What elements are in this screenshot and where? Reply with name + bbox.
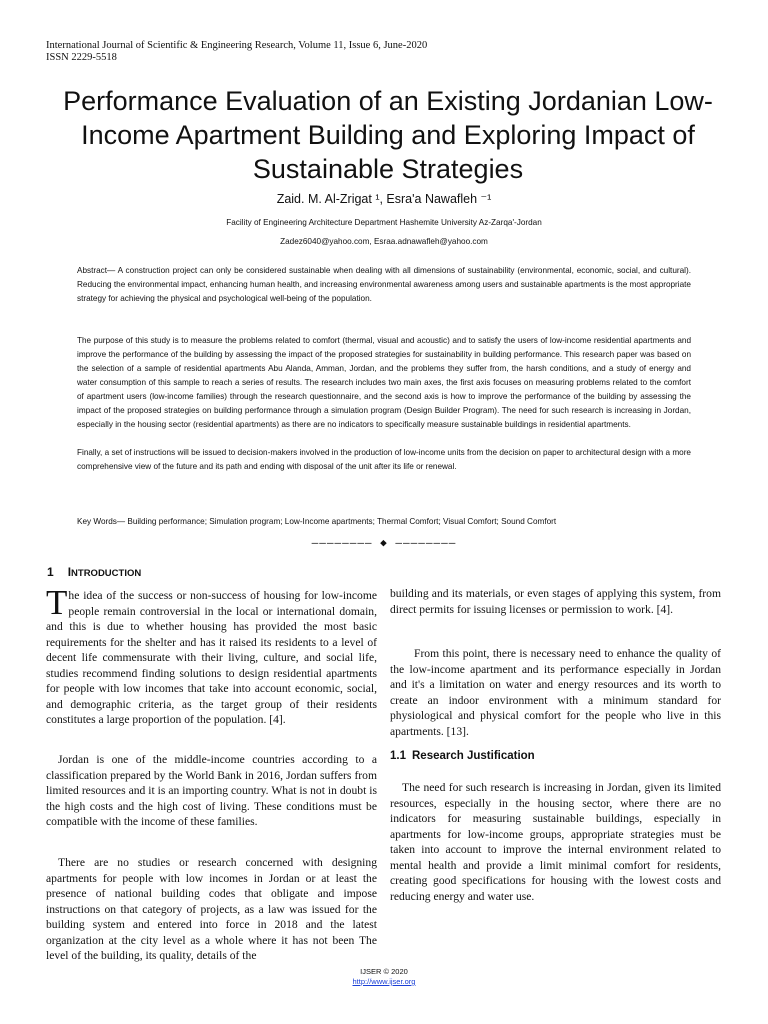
subsection-heading-research-justification (390, 750, 535, 762)
journal-citation: International Journal of Scientific & Engineering Research, Volume 11, Issue 6, June-2020 (46, 40, 428, 51)
intro-paragraph-4 (390, 646, 721, 739)
intro-paragraph-3-text: There are no studies or research concerned with designing apartments for people with low incomes in Jordan or at least the presence of national building codes that obligate and impose instructions on that category of projects, as a law was issued for the building system and entered into force in 2018 and the latest organization at the city level as a whole where it has not been The level of the building, its quality, details of the (46, 856, 377, 962)
intro-paragraph-continued-text: building and its materials, or even stages of applying this system, from direct permits for issuing licenses or permission to work. [4]. (390, 587, 721, 616)
section-title-initial: I (67, 565, 72, 579)
subsection-number: 1.1 (390, 750, 406, 762)
section-number: 1 (47, 565, 54, 579)
intro-paragraph-1 (46, 583, 377, 728)
footer-copyright: IJSER © 2020 (360, 967, 408, 976)
section-divider: ———————— ◆ ———————— (311, 536, 457, 549)
section-heading-introduction (47, 565, 141, 579)
paper-title: Performance Evaluation of an Existing Jordanian Low-Income Apartment Building and Exploring Impact of Sustainable Strategies (63, 86, 713, 184)
intro-paragraph-continued (390, 586, 721, 617)
author-affiliation: Facility of Engineering Architecture Department Hashemite University Az-Zarqa'-Jordan (226, 218, 542, 227)
justification-paragraph (390, 780, 721, 904)
abstract-paragraph: Abstract— A construction project can only be considered sustainable when dealing with all dimensions of sustainability (environmental, economic, social, and cultural). Reducing the environmental impact, enhancing human health, and increasing environmental awareness among users and sustainable apartments is the most appropriate strategy for achieving the physical and psychological well-being of the population. (77, 266, 691, 303)
subsection-title: Research Justification (412, 750, 535, 762)
intro-paragraph-2 (46, 752, 377, 830)
intro-paragraph-4-text: From this point, there is necessary need to enhance the quality of the low-income apartment and its performance especially in Jordan and it's a limitation on water and energy resources and its worth to create an indoor environment with a minimum standard for physiological and physical comfort for the people who live in this apartments. [13]. (390, 647, 721, 738)
intro-paragraph-1-text: he idea of the success or non-success of housing for low-income people remain controversial in the local or international domain, and this is due to whether housing has provided the most basic requirements for the shelter and has it raised its residents to a level of decent life commensurate with their living, culture, and social life, studies recommend finding solutions to design residential apartments for people with low incomes that take into account economic, social, and demographic criteria, as the target group of their residents constitutes a large proportion of the population. [4]. (46, 589, 377, 726)
intro-paragraph-3 (46, 855, 377, 964)
author-emails: Zadez6040@yahoo.com, Esraa.adnawafleh@yahoo.com (280, 237, 488, 246)
justification-paragraph-text: The need for such research is increasing in Jordan, given its limited resources, especially in the housing sector, where there are no indicators for measuring sustainable buildings, especially in apartments for low-income groups, appropriate strategies must be taken into account to improve the internal environment related to mental health and provide a limit minimal comfort for residents, creating good specifications for housing with the lowest costs and reducing energy and water use. (390, 781, 721, 903)
journal-issn: ISSN 2229-5518 (46, 52, 117, 63)
section-title-rest: NTRODUCTION (71, 568, 142, 579)
paper-authors: Zaid. M. Al-Zrigat ¹, Esra'a Nawafleh ⁻¹ (276, 192, 492, 206)
keywords: Key Words— Building performance; Simulation program; Low-Income apartments; Thermal Comfort; Visual Comfort; Sound Comfort (77, 517, 557, 526)
journal-header (46, 40, 427, 64)
intro-paragraph-2-text: Jordan is one of the middle-income countries according to a classification prepared by the World Bank in 2016, Jordan suffers from limited resources and it is an importing country. What is not in doubt is the high costs and the high cost of living. These conditions must be compatible with the income of these families. (46, 753, 377, 828)
abstract-paragraph-finally: Finally, a set of instructions will be issued to decision-makers involved in the production of low-income units from the decision on paper to architectural design with a more comprehensive view of the future and its path and ending with disposal of the unit after its life or renewal. (77, 448, 691, 471)
footer-link[interactable]: http://www.ijser.org (352, 977, 416, 986)
drop-cap: T (46, 583, 68, 622)
abstract-paragraph-purpose: The purpose of this study is to measure the problems related to comfort (thermal, visual and acoustic) and to satisfy the users of low-income residential apartments and improve the performance of the building by assessing the impact of the proposed strategies for sustainability in building performance. This research paper was based on the selection of a sample of residential apartments Abu Alanda, Amman, Jordan, and the problems they suffer from, the harsh conditions, and a study of energy and water consumption of this sample to reach a series of results. The research includes two main axes, the first axis focuses on measuring problems related to the comfort of apartment users (low-income families) through the research questionnaire, and the second axis is how to improve the performance of the building by assessing the impact of the proposed strategies on building performance through a simulation program (Design Builder Program). The need for such research is increasing in Jordan, especially in the housing sector (residential apartments) as there are no indicators to specifically measure sustainable buildings in residential apartments. (77, 336, 691, 429)
